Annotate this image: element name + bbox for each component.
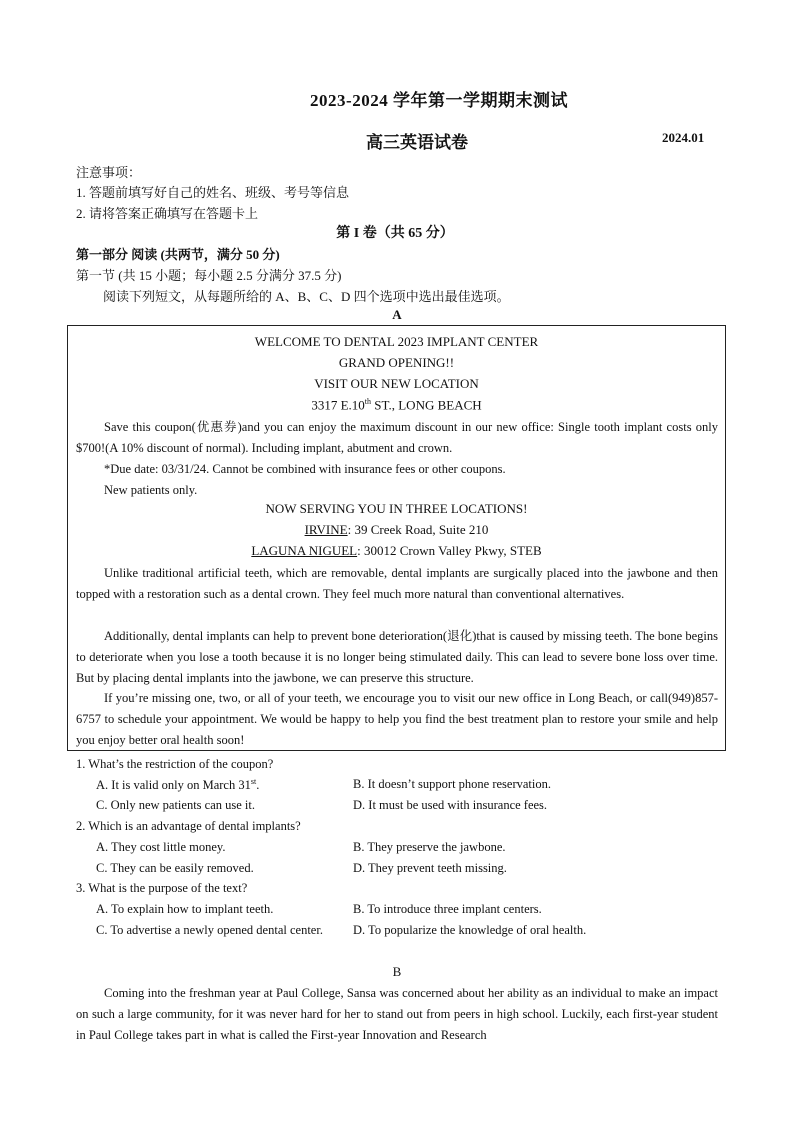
question-3-stem: 3. What is the purpose of the text?	[76, 881, 248, 895]
part1-heading: 第一部分 阅读 (共两节，满分 50 分)	[76, 247, 280, 262]
question-2-stem: 2. Which is an advantage of dental implants?	[76, 819, 301, 833]
implant-paragraph-3: If you’re missing one, two, or all of your teeth, we encourage you to visit our new office in Long Beach, or call(949)857-6757 to schedule your appointment. We would be happy to help you find the best treatment plan to restore your smile and help you enjoy better oral health soon!	[76, 691, 718, 747]
due-date-line: *Due date: 03/31/24. Cannot be combined with insurance fees or other coupons.	[104, 462, 506, 476]
ad-visit: VISIT OUR NEW LOCATION	[314, 376, 479, 391]
question-1-option-d: D. It must be used with insurance fees.	[353, 798, 548, 812]
question-2-option-b: B. They preserve the jawbone.	[353, 840, 506, 854]
ad-grand-opening: GRAND OPENING!!	[338, 355, 455, 370]
exam-title: 2023-2024 学年第一学期期末测试	[310, 91, 568, 110]
location-irvine: IRVINE: 39 Creek Road, Suite 210	[304, 522, 489, 537]
question-1-stem: 1. What’s the restriction of the coupon?	[76, 757, 274, 771]
question-2-option-a: A. They cost little money.	[96, 840, 226, 854]
implant-paragraph-2: Additionally, dental implants can help to prevent bone deterioration(退化)that is caused by missing teeth. The bone begins to deteriorate when you lose a tooth because it is no longer being stimulated daily. This can lead to severe bone loss over time. But by placing dental implants into the jawbone, we can preserve this structure.	[76, 629, 718, 685]
notes-heading: 注意事项：	[76, 165, 142, 180]
notes-item-1: 1. 答题前填写好自己的姓名、班级、考号等信息	[76, 185, 350, 200]
new-patients-line: New patients only.	[104, 483, 198, 497]
question-3-option-d: D. To popularize the knowledge of oral health.	[353, 923, 587, 937]
question-3-option-b: B. To introduce three implant centers.	[353, 902, 542, 916]
question-2-option-c: C. They can be easily removed.	[96, 861, 254, 875]
question-1-option-b: B. It doesn’t support phone reservation.	[353, 777, 551, 791]
question-1-option-a: A. It is valid only on March 31st.	[96, 777, 260, 793]
exam-date: 2024.01	[662, 130, 705, 145]
volume-heading: 第 I 卷（共 65 分）	[336, 226, 454, 241]
serving-locations: NOW SERVING YOU IN THREE LOCATIONS!	[265, 501, 528, 516]
reading-instruction: 阅读下列短文，从每题所给的 A、B、C、D 四个选项中选出最佳选项。	[103, 289, 510, 304]
passage-a-label: A	[392, 307, 402, 322]
passage-a-box	[67, 325, 726, 751]
location-laguna-niguel: LAGUNA NIGUEL: 30012 Crown Valley Pkwy, STEB	[251, 543, 542, 558]
section1-heading: 第一节 (共 15 小题；每小题 2.5 分满分 37.5 分)	[76, 268, 342, 283]
passage-b-label: B	[392, 964, 402, 979]
passage-b-paragraph-1: Coming into the freshman year at Paul College, Sansa was concerned about her ability as an individual to make an impact on such a large community, for it was never hard for her to stand out from peers in high school. Luckily, each first-year student in Paul College takes part in what is called the First-year Innovation and Research	[76, 986, 718, 1042]
question-2-option-d: D. They prevent teeth missing.	[353, 861, 507, 875]
question-3-option-a: A. To explain how to implant teeth.	[96, 902, 274, 916]
question-3-option-c: C. To advertise a newly opened dental center.	[96, 923, 323, 937]
exam-subtitle: 高三英语试卷	[366, 133, 468, 152]
implant-paragraph-1: Unlike traditional artificial teeth, which are removable, dental implants are surgically placed into the jawbone and then topped with a restoration such as a dental crown. They feel much more natural than conventional alternatives.	[76, 566, 718, 601]
ad-welcome: WELCOME TO DENTAL 2023 IMPLANT CENTER	[254, 334, 539, 349]
notes-item-2: 2. 请将答案正确填写在答题卡上	[76, 206, 259, 221]
question-1-option-c: C. Only new patients can use it.	[96, 798, 255, 812]
ad-address: 3317 E.10th ST., LONG BEACH	[311, 397, 482, 413]
coupon-paragraph: Save this coupon(优惠券)and you can enjoy the maximum discount in our new office: Single tooth implant costs only $700!(A 10% discount of normal). Including implant, abutment and crown.	[76, 420, 718, 455]
